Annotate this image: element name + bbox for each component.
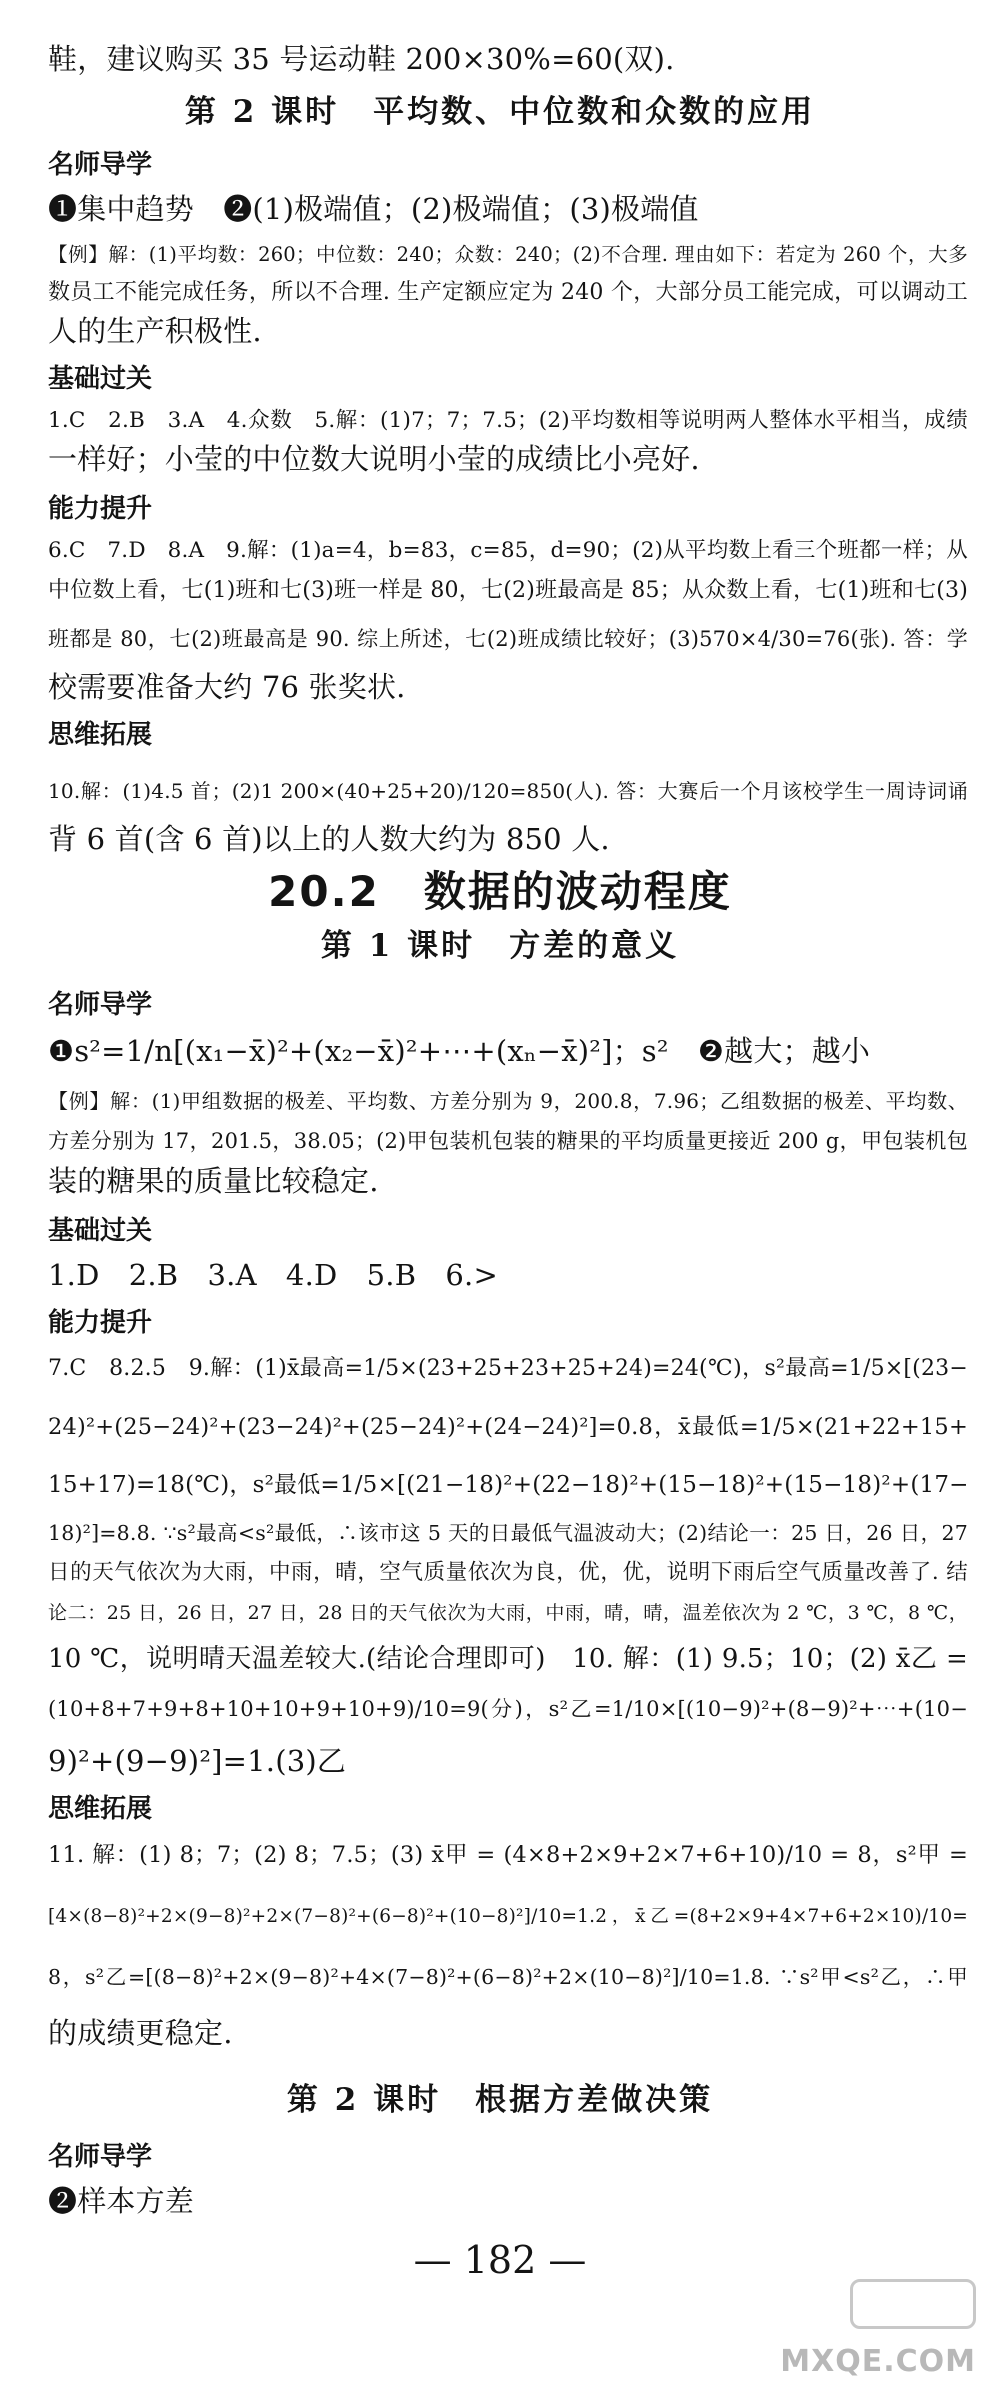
section-heading: 20.2 数据的波动程度: [268, 867, 732, 916]
label-basic: 基础过关: [48, 1216, 153, 1246]
watermark-logo-icon: [850, 2279, 976, 2329]
text-line: 方差分别为 17，201.5，38.05；(2)甲包装机包装的糖果的平均质量更接近 200 g，甲包装机包: [48, 1129, 968, 1153]
text-line: 15+17)=18(℃)，s²最低=1/5×[(21−18)²+(22−18)²+(15−18)²+(15−18)²+(17−: [48, 1472, 969, 1498]
text-line: 10 ℃，说明晴天温差较大.(结论合理即可) 10. 解：(1) 9.5；10；(2) x̄乙 =: [48, 1644, 968, 1674]
text-line: 【例】解：(1)甲组数据的极差、平均数、方差分别为 9，200.8，7.96；乙组数据的极差、平均数、: [48, 1089, 968, 1113]
text-line: 背 6 首(含 6 首)以上的人数大约为 850 人.: [48, 822, 610, 856]
lesson-heading: 第 2 课时 平均数、中位数和众数的应用: [184, 94, 816, 130]
guide-text: ❶集中趋势 ❷(1)极端值；(2)极端值；(3)极端值: [48, 192, 699, 226]
lesson-heading: 第 2 课时 根据方差做决策: [286, 2082, 714, 2118]
example-line: 人的生产积极性.: [48, 314, 262, 348]
text-line: 1.C 2.B 3.A 4.众数 5.解：(1)7；7；7.5；(2)平均数相等说明两人整体水平相当，成绩: [48, 408, 968, 433]
text-line: 1.D 2.B 3.A 4.D 5.B 6.>: [48, 1258, 498, 1292]
text-line: 校需要准备大约 76 张奖状.: [48, 670, 406, 704]
label-extend: 思维拓展: [48, 720, 153, 750]
label-basic: 基础过关: [48, 364, 153, 394]
text-line: 装的糖果的质量比较稳定.: [48, 1164, 379, 1198]
label-extend: 思维拓展: [48, 1794, 153, 1824]
page-number: — 182 —: [413, 2238, 587, 2282]
text-line: 的成绩更稳定.: [48, 2016, 233, 2050]
label-guide: 名师导学: [48, 990, 153, 1020]
text-line: 一样好；小莹的中位数大说明小莹的成绩比小亮好.: [48, 442, 700, 476]
text-line: 24)²+(25−24)²+(23−24)²+(25−24)²+(24−24)²]=0.8，x̄最低=1/5×(21+22+15+: [48, 1414, 968, 1440]
text-line: 9)²+(9−9)²]=1.(3)乙: [48, 1744, 347, 1778]
text-line: 日的天气依次为大雨，中雨，晴，空气质量依次为良，优，优，说明下雨后空气质量改善了. 结: [48, 1560, 968, 1585]
label-ability: 能力提升: [48, 494, 153, 524]
text-line: [4×(8−8)²+2×(9−8)²+2×(7−8)²+(6−8)²+(10−8)²]/10=1.2，x̄乙=(8+2×9+4×7+6+2×10)/10=: [48, 1906, 968, 1927]
text-line: 中位数上看，七(1)班和七(3)班一样是 80，七(2)班最高是 85；从众数上看，七(1)班和七(3): [48, 578, 968, 603]
watermark: MXQE.COM: [780, 2344, 976, 2379]
label-guide: 名师导学: [48, 150, 153, 180]
text-line: 7.C 8.2.5 9.解：(1)x̄最高=1/5×(23+25+23+25+24)=24(℃)，s²最高=1/5×[(23−: [48, 1356, 968, 1381]
text-line: 班都是 80，七(2)班最高是 90. 综上所述，七(2)班成绩比较好；(3)570×4/30=76(张). 答：学: [48, 627, 968, 651]
guide-text: ❷样本方差: [48, 2184, 195, 2218]
example-line: 【例】解：(1)平均数：260；中位数：240；众数：240；(2)不合理. 理由如下：若定为 260 个，大多: [48, 243, 968, 266]
example-line: 数员工不能完成任务，所以不合理. 生产定额应定为 240 个，大部分员工能完成，可以调动工: [48, 280, 968, 305]
label-guide: 名师导学: [48, 2142, 153, 2172]
text-line: 论二：25 日，26 日，27 日，28 日的天气依次为大雨，中雨，晴，晴，温差依次为 2 ℃，3 ℃，8 ℃，: [48, 1602, 968, 1624]
text-line: 鞋，建议购买 35 号运动鞋 200×30%=60(双).: [48, 42, 675, 76]
text-line: (10+8+7+9+8+10+10+9+10+9)/10=9(分)，s²乙=1/10×[(10−9)²+(8−9)²+⋯+(10−: [48, 1697, 968, 1721]
lesson-heading: 第 1 课时 方差的意义: [320, 928, 680, 964]
text-line: 8，s²乙=[(8−8)²+2×(9−8)²+4×(7−8)²+(6−8)²+2×(10−8)²]/10=1.8. ∵s²甲<s²乙，∴甲: [48, 1965, 968, 1989]
text-line: ❶s²=1/n[(x₁−x̄)²+(x₂−x̄)²+⋯+(xₙ−x̄)²]；s² ❷越大；越小: [48, 1034, 871, 1068]
label-ability: 能力提升: [48, 1308, 153, 1338]
text-line: 6.C 7.D 8.A 9.解：(1)a=4，b=83，c=85，d=90；(2)从平均数上看三个班都一样；从: [48, 538, 968, 563]
text-line: 10.解：(1)4.5 首；(2)1 200×(40+25+20)/120=850(人). 答：大赛后一个月该校学生一周诗词诵: [48, 779, 968, 803]
text-line: 11. 解：(1) 8；7；(2) 8；7.5；(3) x̄甲 = (4×8+2×9+2×7+6+10)/10 = 8，s²甲 =: [48, 1842, 968, 1868]
text-line: 18)²]=8.8. ∵s²最高<s²最低，∴该市这 5 天的日最低气温波动大；(2)结论一：25 日，26 日，27: [48, 1521, 968, 1545]
